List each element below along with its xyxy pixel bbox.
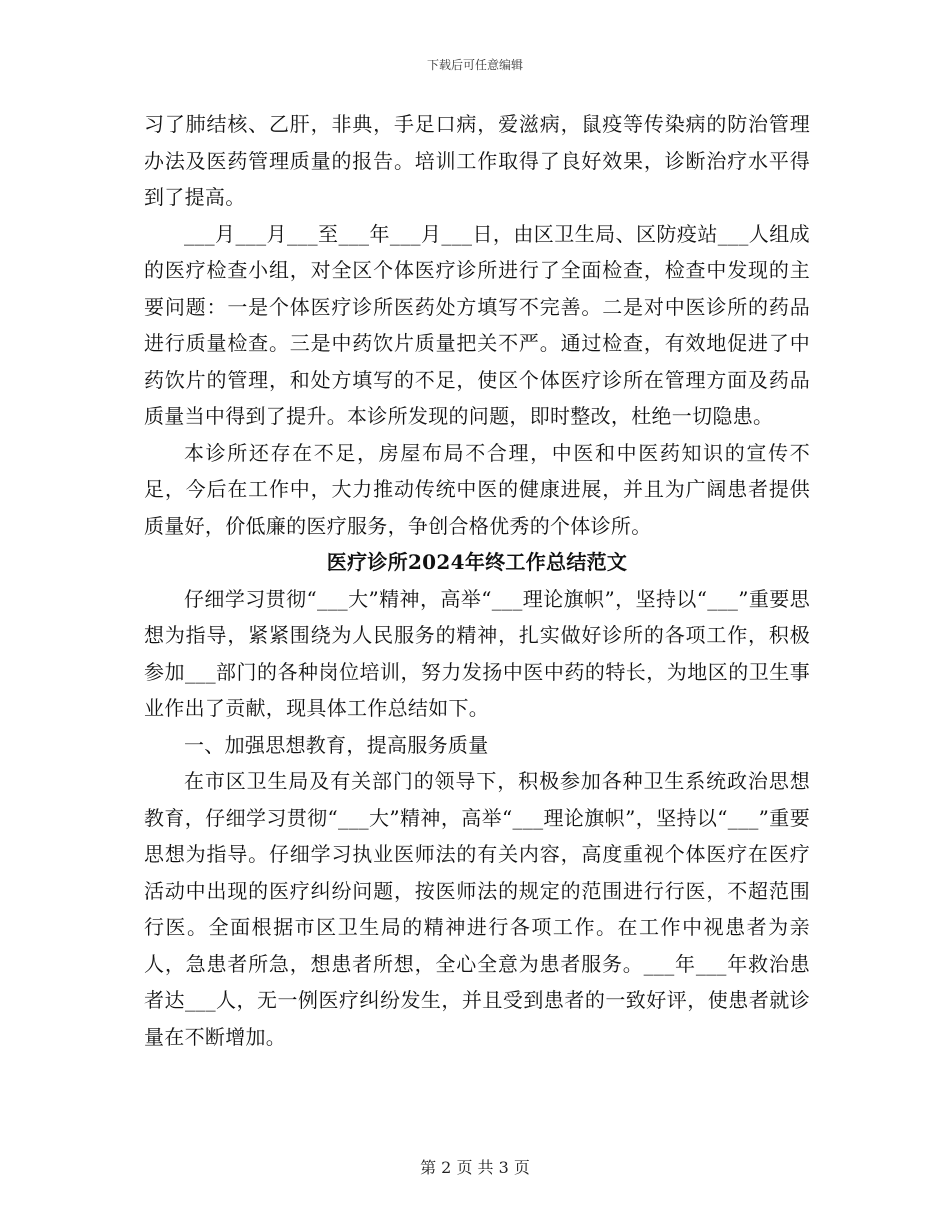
page-number: 第 2 页 共 3 页 <box>420 1158 530 1177</box>
subheading-strengthen-education: 一、加强思想教育，提高服务质量 <box>184 732 489 757</box>
paragraph-training-continued: 习了肺结核、乙肝，非典，手足口病，爱滋病，鼠疫等传染病的防治管理办法及医药管理质量的报告。培训工作取得了良好效果，诊断治疗水平得到了提高。 <box>144 112 810 209</box>
paragraph-shortcomings: 本诊所还存在不足，房屋布局不合理，中医和中医药知识的宣传不足，今后在工作中，大力推动传统中医的健康进展，并且为广阔患者提供质量好，价低廉的医疗服务，争创合格优秀的个体诊所。 <box>144 440 810 538</box>
document-body <box>144 106 810 1055</box>
paragraph-intro: 仔细学习贯彻“___大”精神，高举“___理论旗帜”，坚持以“___”重要思想为指导，紧紧围绕为人民服务的精神，扎实做好诊所的各项工作，积极参加___部门的各种岗位培训，努力发扬中医中药的特长，为地区的卫生事业作出了贡献，现具体工作总结如下。 <box>144 586 810 720</box>
paragraph-inspection: ___月___月___至___年___月___日，由区卫生局、区防疫站___人组成的医疗检查小组，对全区个体医疗诊所进行了全面检查，检查中发现的主要问题：一是个体医疗诊所医药处方填写不完善。二是对中医诊所的药品进行质量检查。三是中药饮片质量把关不严。通过检查，有效地促进了中药饮片的管理，和处方填写的不足，使区个体医疗诊所在管理方面及药品质量当中得到了提升。本诊所发现的问题，即时整改，杜绝一切隐患。 <box>144 221 810 428</box>
section-heading: 医疗诊所2024年终工作总结范文 <box>326 550 628 574</box>
header-note: 下载后可任意编辑 <box>426 58 523 72</box>
paragraph-education-details: 在市区卫生局及有关部门的领导下，积极参加各种卫生系统政治思想教育，仔细学习贯彻“___大”精神，高举“___理论旗帜”，坚持以“___”重要思想为指导。仔细学习执业医师法的有关内容，高度重视个体医疗在医疗活动中出现的医疗纠纷问题，按医师法的规定的范围进行行医，不超范围行医。全面根据市区卫生局的精神进行各项工作。在工作中视患者为亲人，急患者所急，想患者所想，全心全意为患者服务。___年___年救治患者达___人，无一例医疗纠纷发生，并且受到患者的一致好评，使患者就诊量在不断增加。 <box>144 769 810 1049</box>
